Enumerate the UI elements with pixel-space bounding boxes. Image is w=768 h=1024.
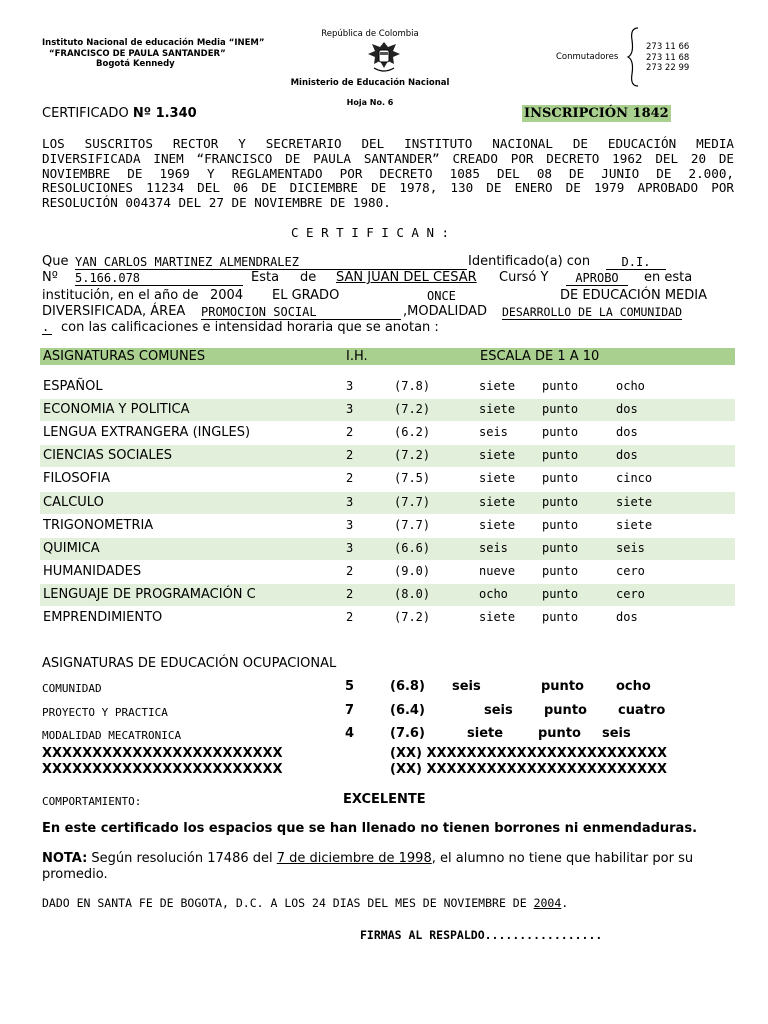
preamble-line: RESOLUCIÓN 004374 DEL 27 DE NOVIEMBRE DE 1980.	[42, 195, 391, 211]
grade-word: siete	[616, 495, 653, 509]
grade-word: cero	[616, 564, 645, 578]
en-esta-label: en esta	[644, 270, 693, 285]
grade-word: ocho	[479, 587, 508, 601]
que-label: Que	[42, 254, 69, 269]
grade-word: punto	[542, 541, 579, 555]
grade-word: punto	[542, 402, 579, 416]
certificate-label: CERTIFICADO	[42, 106, 129, 121]
subject-name: FILOSOFIA	[43, 471, 111, 486]
filler-line: (XX) XXXXXXXXXXXXXXXXXXXXXXXX	[390, 746, 668, 761]
grade-word: punto	[542, 564, 579, 578]
year: 2004	[210, 288, 244, 303]
subject-ih: 2	[346, 471, 354, 485]
subject-grade: (7.5)	[394, 471, 431, 485]
phone-number: 273 11 66	[646, 42, 690, 52]
filler-line: (XX) XXXXXXXXXXXXXXXXXXXXXXXX	[390, 762, 668, 777]
subject-name: TRIGONOMETRIA	[43, 518, 154, 533]
subject-grade: (7.8)	[394, 379, 431, 393]
table-header	[40, 348, 735, 365]
subject-name: CALCULO	[43, 495, 104, 510]
subject-ih: 2	[346, 448, 354, 462]
subject-grade: (7.2)	[394, 402, 431, 416]
subject-grade: (9.0)	[394, 564, 431, 578]
grade-word: siete	[479, 610, 516, 624]
subject-name: EMPRENDIMIENTO	[43, 610, 163, 625]
certificate-number	[42, 106, 197, 121]
modalidad-label: ,MODALIDAD	[403, 304, 488, 319]
grade-word: nueve	[479, 564, 516, 578]
filler-right	[390, 746, 667, 778]
occupational-subject-name: COMUNIDAD	[42, 682, 102, 695]
grade-word: siete	[467, 726, 504, 741]
grade-word: ocho	[616, 679, 651, 694]
subject-grade: (7.7)	[394, 495, 431, 509]
table-row	[40, 561, 735, 583]
grade-word: siete	[479, 402, 516, 416]
subject-name: ESPAÑOL	[43, 379, 103, 394]
behavior-label: COMPORTAMIENTO:	[42, 795, 142, 808]
nota: NOTA: Según resolución 17486 del 7 de diciembre de 1998, el alumno no tiene que habilitar por su promedio.	[42, 851, 694, 882]
table-row	[40, 376, 735, 398]
grade-word: punto	[544, 703, 587, 718]
no-label: Nº	[42, 270, 58, 285]
grade-word: punto	[538, 726, 581, 741]
modality: DESARROLLO DE LA COMUNIDAD	[502, 305, 683, 319]
scale-header: ESCALA DE 1 A 10	[480, 349, 600, 364]
subject-grade: (8.0)	[394, 587, 431, 601]
filler-line: XXXXXXXXXXXXXXXXXXXXXXXX	[42, 746, 283, 761]
republic-label: República de Colombia	[321, 29, 419, 39]
grade-word: seis	[602, 726, 631, 741]
subject-name: QUIMICA	[43, 541, 100, 556]
subjects-header: ASIGNATURAS COMUNES	[43, 349, 206, 364]
grade-word: cero	[616, 587, 645, 601]
phone-number: 273 22 99	[646, 63, 690, 73]
grade-word: punto	[542, 379, 579, 393]
grade-word: punto	[541, 679, 584, 694]
grade-word: seis	[479, 425, 508, 439]
subject-ih: 3	[346, 541, 354, 555]
inscription-badge: INSCRIPCIÓN 1842	[524, 106, 669, 121]
brace-icon	[626, 26, 640, 88]
area-label: DIVERSIFICADA, ÁREA	[42, 304, 186, 319]
switchboards-label: Conmutadores	[556, 52, 619, 62]
grade-word: siete	[479, 495, 516, 509]
table-row	[40, 492, 735, 514]
nota-date: 7 de diciembre de 1998	[276, 851, 432, 866]
occupational-subject-name: PROYECTO Y PRACTICA	[42, 706, 168, 719]
grade-word: seis	[616, 541, 645, 555]
grade-word: punto	[542, 587, 579, 601]
ministry-label: Ministerio de Educación Nacional	[290, 78, 450, 88]
phone-number: 273 11 68	[646, 52, 690, 63]
preamble	[42, 137, 734, 211]
grade-word: seis	[479, 541, 508, 555]
table-row	[40, 515, 735, 537]
subject-grade: (7.2)	[394, 610, 431, 624]
table-row	[40, 445, 735, 467]
institute-header	[42, 38, 264, 70]
subject-ih: 2	[346, 610, 354, 624]
occupational-grade: (6.4)	[390, 703, 425, 718]
table-row	[40, 399, 735, 421]
occupational-grade: (7.6)	[390, 726, 425, 741]
page-number: Hoja No. 6	[346, 98, 394, 107]
grade-word: seis	[484, 703, 513, 718]
subject-ih: 2	[346, 564, 354, 578]
institute-line: “FRANCISCO DE PAULA SANTANDER”	[49, 48, 226, 59]
filler-line: XXXXXXXXXXXXXXXXXXXXXXXX	[42, 762, 283, 777]
subject-ih: 3	[346, 379, 354, 393]
table-row	[40, 584, 735, 606]
grade-word: siete	[479, 518, 516, 532]
grade-word: siete	[616, 518, 653, 532]
grade-word: seis	[452, 679, 481, 694]
grade-word: dos	[616, 402, 638, 416]
subject-name: CIENCIAS SOCIALES	[43, 448, 173, 463]
grade-word: punto	[542, 448, 579, 462]
ih-header: I.H.	[346, 349, 368, 364]
grade-word: siete	[479, 471, 516, 485]
subject-grade: (6.6)	[394, 541, 431, 555]
calificaciones-label: con las calificaciones e intensidad horaria que se anotan :	[61, 320, 439, 335]
subject-ih: 2	[346, 587, 354, 601]
occupational-ih: 5	[345, 679, 355, 694]
table-row	[40, 422, 735, 444]
subject-grade: (7.7)	[394, 518, 431, 532]
grade-word: dos	[616, 448, 638, 462]
table-row	[40, 538, 735, 560]
grade-word: cinco	[616, 471, 653, 485]
grade-word: punto	[542, 610, 579, 624]
id-number: 5.166.078	[75, 271, 243, 286]
subject-ih: 3	[346, 495, 354, 509]
preamble-line: DIVERSIFICADA INEM “FRANCISCO DE PAULA SANTANDER” CREADO POR DECRETO 1962 DEL 20 DE	[42, 150, 734, 166]
occupational-ih: 7	[345, 703, 355, 718]
preamble-line: RESOLUCIONES 11234 DEL 06 DE DICIEMBRE DE 1978, 130 DE ENERO DE 1979 APROBADO POR	[42, 180, 734, 196]
de-educacion-label: DE EDUCACIÓN MEDIA	[560, 288, 708, 303]
preamble-line: LOS SUSCRITOS RECTOR Y SECRETARIO DEL INSTITUTO NACIONAL DE EDUCACIÓN MEDIA	[42, 136, 734, 151]
modality-dot: .	[42, 320, 52, 335]
institute-line: Bogotá Kennedy	[96, 59, 175, 69]
area: PROMOCION SOCIAL	[201, 305, 401, 320]
occupational-ih: 4	[345, 726, 355, 741]
occupational-title: ASIGNATURAS DE EDUCACIÓN OCUPACIONAL	[42, 656, 337, 671]
coat-of-arms-icon	[366, 40, 402, 74]
grade-label: EL GRADO	[272, 288, 340, 303]
filler-left	[42, 746, 283, 778]
grade-word: punto	[542, 471, 579, 485]
subject-ih: 3	[346, 518, 354, 532]
grade: ONCE	[427, 289, 456, 303]
subject-name: ECONOMIA Y POLITICA	[43, 402, 190, 417]
grade-word: punto	[542, 518, 579, 532]
subject-ih: 2	[346, 425, 354, 439]
given-statement: DADO EN SANTA FE DE BOGOTA, D.C. A LOS 24 DIAS DEL MES DE NOVIEMBRE DE 2004.	[42, 896, 569, 910]
phone-list	[646, 42, 689, 74]
grade-word: dos	[616, 610, 638, 624]
table-row	[40, 468, 735, 490]
esta-label: Esta	[251, 270, 280, 285]
given-year: 2004	[533, 896, 562, 910]
identified-label: Identificado(a) con	[468, 254, 591, 269]
id-type: D.I.	[606, 255, 666, 270]
occupational-grade: (6.8)	[390, 679, 425, 694]
grade-word: punto	[542, 495, 579, 509]
grade-word: dos	[616, 425, 638, 439]
curso-label: Cursó Y	[499, 270, 549, 285]
preamble-line: NOVIEMBRE DE 1969 Y REGLAMENTADO POR DECRETO 1085 DEL 08 DE JUNIO DE 2.000,	[42, 165, 734, 181]
institution-year-label: institución, en el año de	[42, 288, 199, 303]
grade-word: siete	[479, 379, 516, 393]
subject-name: HUMANIDADES	[43, 564, 142, 579]
de-label: de	[300, 270, 317, 285]
result: APROBO	[566, 271, 628, 286]
subject-ih: 3	[346, 402, 354, 416]
subject-name: LENGUAJE DE PROGRAMACIÓN C	[43, 587, 256, 602]
grade-word: siete	[479, 448, 516, 462]
no-erasures-statement: En este certificado los espacios que se han llenado no tienen borrones ni enmendaduras.	[42, 821, 698, 836]
signatures-note: FIRMAS AL RESPALDO.................	[360, 928, 603, 942]
behavior-value: EXCELENTE	[343, 792, 426, 807]
subject-name: LENGUA EXTRANGERA (INGLES)	[43, 425, 251, 440]
nota-label: NOTA:	[42, 851, 88, 866]
subject-grade: (6.2)	[394, 425, 431, 439]
subject-grade: (7.2)	[394, 448, 431, 462]
table-row	[40, 607, 735, 629]
institute-line: Instituto Nacional de educación Media “INEM”	[42, 38, 265, 48]
occupational-subject-name: MODALIDAD MECATRONICA	[42, 729, 182, 742]
certificate-value: Nº 1.340	[132, 106, 197, 121]
grade-word: ocho	[616, 379, 645, 393]
student-name: YAN CARLOS MARTINEZ ALMENDRALEZ	[75, 255, 467, 270]
place: SAN JUAN DEL CESAR	[336, 270, 477, 285]
grade-word: cuatro	[618, 703, 666, 718]
grade-word: punto	[542, 425, 579, 439]
certifican-heading: C E R T I F I C A N :	[291, 225, 450, 240]
